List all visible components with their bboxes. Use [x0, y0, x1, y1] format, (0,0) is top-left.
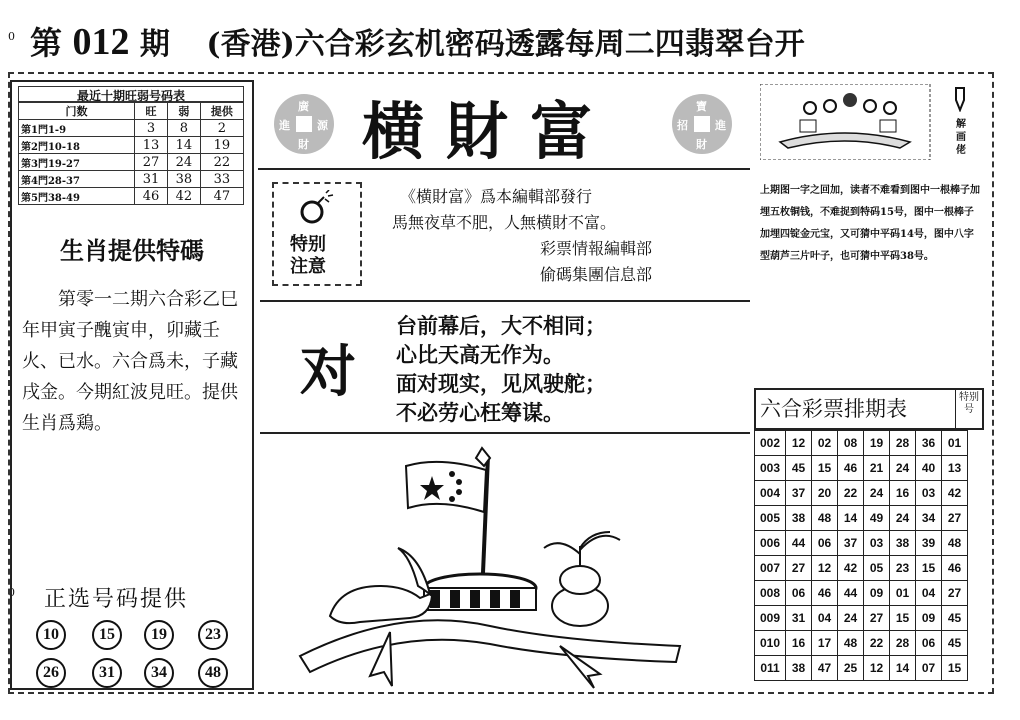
draw-number-cell: 09 [916, 606, 942, 631]
pick-number: 26 [36, 658, 66, 688]
issue-prefix: 第 [30, 24, 63, 62]
draw-number-cell: 04 [812, 606, 838, 631]
draw-period-cell: 011 [755, 656, 786, 681]
draw-number-cell: 15 [890, 606, 916, 631]
stats-cell: 13 [135, 137, 168, 154]
draw-number-cell: 01 [942, 431, 968, 456]
table-row [19, 137, 244, 154]
table-row [755, 606, 968, 631]
stats-cell: 38 [167, 171, 200, 188]
table-row [755, 431, 968, 456]
draw-table-header [754, 388, 984, 430]
hint-panel [756, 80, 992, 370]
hint-text: 上期图一字之回加，读者不难看到图中一根棒子加埋五枚铜钱，不难捉到特码15号，图中一根棒子加埋四锭金元宝，又可猜中平码14号，图中八字型葫芦三片叶子，也可猜中平码38号。 [760, 185, 980, 262]
pick-number: 48 [198, 658, 228, 688]
brand-banner [258, 80, 750, 170]
stats-cell: 24 [167, 154, 200, 171]
coin-char: 進 [279, 119, 290, 132]
draw-number-cell: 14 [838, 506, 864, 531]
stats-table [18, 102, 244, 205]
draw-period-cell: 009 [755, 606, 786, 631]
stats-header: 提供 [200, 103, 243, 120]
draw-number-cell: 24 [890, 456, 916, 481]
draw-period-cell: 007 [755, 556, 786, 581]
margin-mark: 0 [8, 586, 15, 599]
draw-number-cell: 28 [890, 631, 916, 656]
stats-cell: 33 [200, 171, 243, 188]
draw-number-cell: 15 [916, 556, 942, 581]
table-row [755, 556, 968, 581]
notice-line: 馬無夜草不肥，人無横財不富。 [392, 213, 617, 232]
draw-number-cell: 24 [890, 506, 916, 531]
riddle-line: 不必劳心枉筹谋。 [396, 401, 564, 425]
stats-header: 弱 [167, 103, 200, 120]
pick-number: 34 [144, 658, 174, 688]
draw-number-cell: 04 [916, 581, 942, 606]
draw-period-cell: 005 [755, 506, 786, 531]
draw-number-cell: 02 [812, 431, 838, 456]
draw-number-cell: 28 [890, 431, 916, 456]
stats-cell: 46 [135, 188, 168, 205]
riddle-big-char: 对 [300, 340, 356, 405]
zodiac-title: 生肖提供特碼 [60, 237, 204, 265]
stats-header: 旺 [135, 103, 168, 120]
notice-line: 偷碼集團信息部 [540, 265, 653, 284]
stats-title: 最近十期旺弱号码表 [18, 86, 244, 102]
draw-number-cell: 09 [864, 581, 890, 606]
stats-cell: 3 [135, 120, 168, 137]
zodiac-text: 第零一二期六合彩乙巳年甲寅子醜寅申，卯藏壬火、已水。六合爲未，子藏戌金。今期紅波見旺。提供生肖爲鶏。 [22, 289, 238, 434]
draw-number-cell: 23 [890, 556, 916, 581]
stats-cell: 第5門38-49 [19, 188, 135, 205]
table-row [755, 456, 968, 481]
draw-number-cell: 06 [812, 531, 838, 556]
draw-number-cell: 22 [838, 481, 864, 506]
issue-qi: 期 [139, 27, 170, 62]
draw-number-cell: 38 [786, 506, 812, 531]
stats-cell: 8 [167, 120, 200, 137]
draw-number-cell: 03 [916, 481, 942, 506]
stats-cell: 第3門19-27 [19, 154, 135, 171]
draw-number-cell: 48 [838, 631, 864, 656]
draw-number-cell: 13 [942, 456, 968, 481]
draw-number-cell: 42 [942, 481, 968, 506]
hint-picture-icon [760, 84, 940, 160]
table-row [755, 581, 968, 606]
draw-number-cell: 45 [942, 606, 968, 631]
notice-label: 注意 [290, 256, 326, 277]
draw-number-cell: 16 [890, 481, 916, 506]
table-row [755, 481, 968, 506]
stats-cell: 27 [135, 154, 168, 171]
draw-number-cell: 47 [812, 656, 838, 681]
draw-number-cell: 38 [890, 531, 916, 556]
draw-number-cell: 12 [812, 556, 838, 581]
coin-char: 財 [298, 138, 309, 151]
margin-mark: 0 [8, 30, 15, 43]
draw-number-cell: 39 [916, 531, 942, 556]
brand-name: 横財富 [362, 95, 615, 168]
draw-number-cell: 05 [864, 556, 890, 581]
draw-number-cell: 12 [786, 431, 812, 456]
table-row [19, 171, 244, 188]
draw-number-cell: 27 [942, 506, 968, 531]
draw-number-cell: 22 [864, 631, 890, 656]
draw-number-cell: 06 [916, 631, 942, 656]
table-row [19, 154, 244, 171]
coin-char: 進 [715, 119, 726, 132]
coin-left-icon [274, 94, 334, 154]
table-row [755, 656, 968, 681]
pick-number: 19 [144, 620, 174, 650]
draw-number-cell: 12 [864, 656, 890, 681]
pick-number: 10 [36, 620, 66, 650]
draw-number-cell: 19 [864, 431, 890, 456]
draw-number-cell: 44 [786, 531, 812, 556]
stats-cell: 47 [200, 188, 243, 205]
draw-number-cell: 40 [916, 456, 942, 481]
stats-header-row [19, 103, 244, 120]
draw-period-cell: 002 [755, 431, 786, 456]
left-column [10, 80, 254, 690]
stats-cell: 2 [200, 120, 243, 137]
page-title: (香港)六合彩玄机密码透露每周二四翡翠台开 [206, 27, 805, 62]
pick-number: 31 [92, 658, 122, 688]
table-row [19, 188, 244, 205]
draw-number-cell: 14 [890, 656, 916, 681]
draw-number-cell: 08 [838, 431, 864, 456]
hand-pointer-icon [952, 86, 968, 112]
draw-number-cell: 45 [786, 456, 812, 481]
draw-number-cell: 46 [812, 581, 838, 606]
draw-number-cell: 31 [786, 606, 812, 631]
stats-cell: 第2門10-18 [19, 137, 135, 154]
draw-number-cell: 25 [838, 656, 864, 681]
stats-block [18, 86, 244, 205]
draw-period-cell: 010 [755, 631, 786, 656]
draw-number-cell: 21 [864, 456, 890, 481]
table-row [19, 120, 244, 137]
draw-period-cell: 008 [755, 581, 786, 606]
pick-number: 15 [92, 620, 122, 650]
stats-cell: 第1門1-9 [19, 120, 135, 137]
rabbit-icon [330, 548, 432, 623]
draw-table-block [754, 388, 984, 681]
bomb-icon [296, 190, 336, 226]
draw-number-cell: 46 [942, 556, 968, 581]
draw-number-cell: 16 [786, 631, 812, 656]
riddle-lines [396, 312, 606, 428]
stats-cell: 第4門28-37 [19, 171, 135, 188]
draw-number-cell: 24 [838, 606, 864, 631]
draw-number-cell: 48 [942, 531, 968, 556]
special-label: 特别号 [955, 390, 982, 428]
draw-table [754, 430, 968, 681]
hint-label: 解画佬 [956, 119, 966, 156]
flag-icon [406, 462, 486, 512]
draw-number-cell: 15 [942, 656, 968, 681]
notice-label: 特别 [290, 234, 326, 255]
stats-cell: 42 [167, 188, 200, 205]
table-row [755, 506, 968, 531]
draw-number-cell: 03 [864, 531, 890, 556]
stats-cell: 22 [200, 154, 243, 171]
coin-char: 財 [696, 138, 707, 151]
coin-char: 招 [677, 119, 688, 132]
coin-char: 寶 [696, 100, 707, 113]
draw-number-cell: 37 [838, 531, 864, 556]
draw-number-cell: 15 [812, 456, 838, 481]
draw-number-cell: 49 [864, 506, 890, 531]
draw-number-cell: 42 [838, 556, 864, 581]
issue-number: 012 [72, 21, 130, 63]
notice-box [272, 182, 362, 286]
draw-number-cell: 27 [942, 581, 968, 606]
draw-number-cell: 01 [890, 581, 916, 606]
stats-header: 门数 [19, 103, 135, 120]
draw-table-title: 六合彩票排期表 [760, 397, 907, 421]
notice-line: 彩票情報編輯部 [540, 239, 653, 258]
draw-number-cell: 38 [786, 656, 812, 681]
draw-number-cell: 27 [864, 606, 890, 631]
draw-number-cell: 34 [916, 506, 942, 531]
draw-number-cell: 48 [812, 506, 838, 531]
coin-char: 廣 [298, 100, 309, 113]
draw-number-cell: 27 [786, 556, 812, 581]
draw-number-cell: 37 [786, 481, 812, 506]
table-row [755, 531, 968, 556]
coin-right-icon [672, 94, 732, 154]
draw-number-cell: 46 [838, 456, 864, 481]
pick-number: 23 [198, 620, 228, 650]
draw-period-cell: 004 [755, 481, 786, 506]
coin-char: 源 [317, 119, 328, 132]
draw-number-cell: 44 [838, 581, 864, 606]
illustration [260, 436, 750, 690]
stats-cell: 31 [135, 171, 168, 188]
riddle-line: 心比天高无作为。 [396, 343, 564, 367]
draw-number-cell: 07 [916, 656, 942, 681]
draw-number-cell: 06 [786, 581, 812, 606]
stats-cell: 19 [200, 137, 243, 154]
draw-number-cell: 20 [812, 481, 838, 506]
table-row [755, 631, 968, 656]
draw-period-cell: 006 [755, 531, 786, 556]
draw-period-cell: 003 [755, 456, 786, 481]
draw-number-cell: 17 [812, 631, 838, 656]
draw-number-cell: 45 [942, 631, 968, 656]
riddle-line: 面对现实，见风驶舵； [396, 372, 606, 396]
draw-number-cell: 36 [916, 431, 942, 456]
riddle-box [260, 300, 750, 434]
stats-cell: 14 [167, 137, 200, 154]
riddle-line: 台前幕后，大不相同； [396, 314, 606, 338]
draw-number-cell: 24 [864, 481, 890, 506]
page-header [30, 18, 990, 66]
picks-title: 正选号码提供 [44, 587, 189, 612]
notice-line: 《横財富》爲本編輯部發行 [400, 187, 593, 206]
